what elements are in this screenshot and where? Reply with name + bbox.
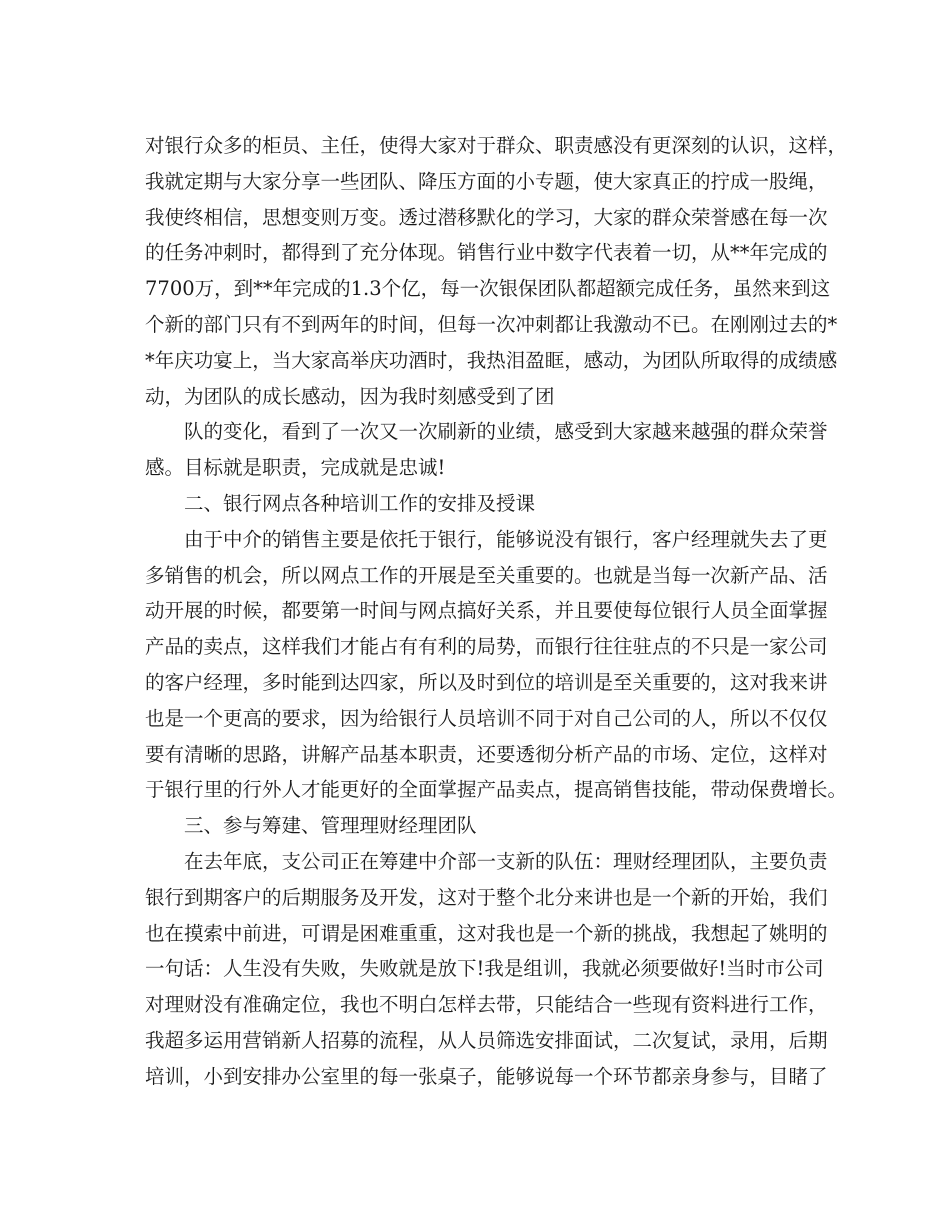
text-line: 我超多运用营销新人招募的流程，从人员筛选安排面试，二次复试，录用，后期 [145, 1028, 828, 1052]
text-line: 对银行众多的柜员、主任，使得大家对于群众、职责感没有更深刻的认识，这样， [145, 134, 848, 157]
text-line: 对理财没有准确定位，我也不明白怎样去带，只能结合一些现有资料进行工作， [145, 993, 828, 1017]
text-line: 银行到期客户的后期服务及开发，这对于整个北分来讲也是一个新的开始，我们 [145, 885, 828, 909]
text-line: 在去年底，支公司正在筹建中介部一支新的队伍：理财经理团队，主要负责 [184, 849, 828, 873]
text-line: 要有清晰的思路，讲解产品基本职责，还要透彻分析产品的市场、定位，这样对 [145, 742, 828, 766]
text-line: 由于中介的销售主要是依托于银行，能够说没有银行，客户经理就失去了更 [184, 527, 828, 551]
text-line: 的任务冲刺时，都得到了充分体现。销售行业中数字代表着一切，从**年完成的 [145, 241, 828, 265]
text-line: 我使终相信，思想变则万变。透过潜移默化的学习，大家的群众荣誉感在每一次 [145, 205, 828, 229]
text-line: 的客户经理，多时能到达四家，所以及时到位的培训是至关重要的，这对我来讲 [145, 670, 828, 694]
text-line: 我就定期与大家分享一些团队、降压方面的小专题，使大家真正的拧成一股绳， [145, 169, 828, 193]
text-line: 动开展的时候，都要第一时间与网点搞好关系，并且要使每位银行人员全面掌握 [145, 599, 828, 623]
text-line: *年庆功宴上，当大家高举庆功酒时，我热泪盈眶，感动，为团队所取得的成绩感 [145, 348, 838, 372]
text-line: 也在摸索中前进，可谓是困难重重，这对我也是一个新的挑战，我想起了姚明的 [145, 921, 828, 945]
text-line: 三、参与筹建、管理理财经理团队 [184, 814, 477, 838]
text-line: 一句话：人生没有失败，失败就是放下!我是组训，我就必须要做好!当时市公司 [145, 957, 824, 981]
text-line: 个新的部门只有不到两年的时间，但每一次冲刺都让我激动不已。在刚刚过去的* [145, 312, 838, 336]
text-line: 7700万，到**年完成的1.3个亿，每一次银保团队都超额完成任务，虽然来到这 [145, 277, 831, 301]
text-line: 二、银行网点各种培训工作的安排及授课 [184, 491, 536, 515]
text-line: 培训，小到安排办公室里的每一张桌子，能够说每一个环节都亲身参与，目睹了 [145, 1064, 828, 1088]
text-line: 队的变化，看到了一次又一次刷新的业绩，感受到大家越来越强的群众荣誉 [184, 420, 828, 444]
text-line: 动，为团队的成长感动，因为我时刻感受到了团 [145, 384, 555, 408]
text-line: 于银行里的行外人才能更好的全面掌握产品卖点，提高销售技能，带动保费增长。 [145, 778, 848, 802]
text-line: 感。目标就是职责，完成就是忠诚! [145, 456, 446, 480]
text-line: 产品的卖点，这样我们才能占有有利的局势，而银行往往驻点的不只是一家公司 [145, 635, 828, 659]
document-body-text [145, 128, 848, 1095]
text-line: 也是一个更高的要求，因为给银行人员培训不同于对自己公司的人，所以不仅仅 [145, 706, 828, 730]
text-line: 多销售的机会，所以网点工作的开展是至关重要的。也就是当每一次新产品、活 [145, 563, 828, 587]
